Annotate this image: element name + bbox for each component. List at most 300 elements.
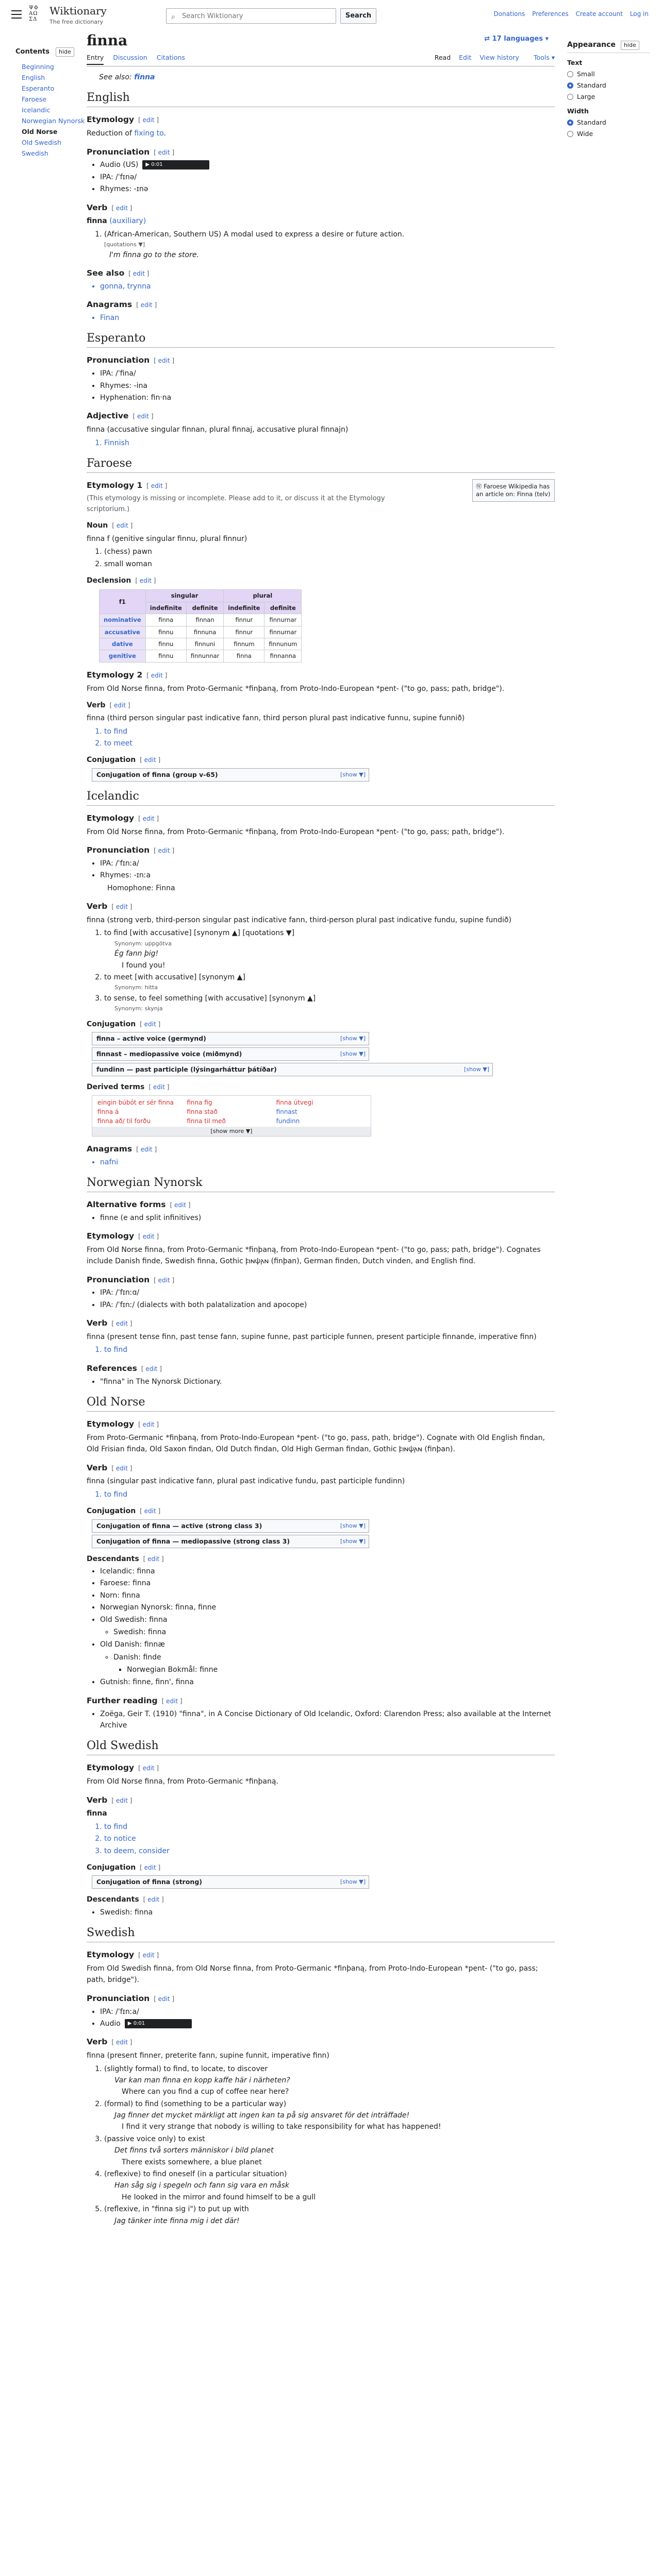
tools-label: Tools — [533, 54, 550, 61]
nynorsk-alt-forms-heading — [87, 1198, 555, 1211]
edit-text: edit — [158, 357, 170, 365]
nynorsk-etymology-heading — [87, 1230, 555, 1243]
definition[interactable]: 1. Finnish — [104, 437, 555, 449]
edit-link[interactable]: [ edit ] — [154, 1276, 175, 1284]
box-title: fundinn — past participle (lýsingarháttur þátíðar) — [96, 1065, 277, 1074]
table-cell: finnurnar — [264, 626, 302, 638]
definition[interactable]: 2. to notice — [104, 1833, 555, 1844]
edit-link[interactable]: [ edit ] — [146, 482, 168, 490]
edit-text: edit — [147, 1896, 160, 1904]
icelandic-conjugation-heading — [87, 1019, 555, 1030]
edit-text: edit — [115, 204, 128, 212]
case-label[interactable]: genitive — [100, 650, 146, 662]
edit-text: edit — [115, 1797, 128, 1804]
section-old-norse: Old Norse — [87, 1395, 555, 1412]
english-verb-heading — [87, 201, 555, 214]
edit-link[interactable]: [ edit ] — [138, 815, 159, 822]
heading-text: Conjugation — [87, 1863, 136, 1872]
edit-link[interactable]: [ edit ] — [138, 116, 159, 124]
table-row — [100, 614, 302, 626]
table-cell: finnan — [186, 614, 223, 626]
edit-text: edit — [147, 1555, 160, 1563]
edit-text: edit — [151, 482, 163, 490]
user-links — [488, 9, 649, 19]
nynorsk-references-list — [87, 1376, 555, 1387]
list-item: • Norn: finna — [100, 1590, 555, 1601]
edit-text: edit — [158, 847, 170, 855]
english-see-also-heading — [87, 267, 555, 280]
toc-item-old-norse[interactable]: Old Norse — [22, 128, 58, 135]
heading-text: Verb — [87, 2037, 108, 2047]
heading-text: Pronunciation — [87, 147, 150, 157]
oldswedish-verb-definitions — [87, 1821, 555, 1857]
case-label[interactable]: dative — [100, 638, 146, 650]
radio-selected-icon — [567, 82, 573, 89]
language-count: 17 languages — [492, 35, 543, 43]
edit-text: edit — [139, 577, 152, 584]
usage-example: Jag tänker inte finna mig i det där! — [114, 2216, 240, 2225]
toc-item-swedish[interactable]: Swedish — [22, 149, 48, 157]
table-cell: finnu — [145, 626, 186, 638]
show-toggle[interactable]: [show ▼] — [340, 1878, 366, 1886]
edit-text: edit — [174, 1201, 187, 1209]
edit-text: edit — [158, 1995, 170, 2003]
edit-link[interactable]: [ edit ] — [111, 2039, 133, 2046]
toc-heading — [15, 46, 93, 57]
toc-item-norwegian-nynorsk[interactable]: Norwegian Nynorsk — [22, 117, 85, 125]
edit-link[interactable]: [ edit ] — [111, 1464, 133, 1472]
toc-item-esperanto[interactable]: Esperanto — [22, 84, 55, 92]
text-size-standard-radio[interactable] — [567, 80, 650, 91]
edit-link[interactable]: [ edit ] — [140, 1020, 161, 1028]
radio-label: Wide — [577, 130, 593, 138]
box-title: Conjugation of finna — active (strong class 3) — [96, 1521, 262, 1530]
nynorsk-references-heading — [87, 1362, 555, 1375]
edit-text: edit — [115, 903, 128, 911]
heading-text: Pronunciation — [87, 1993, 150, 2003]
show-toggle[interactable]: [show ▼] — [464, 1066, 489, 1073]
derived-term[interactable]: finna til með — [187, 1117, 226, 1125]
oldnorse-further-reading-heading — [87, 1694, 555, 1707]
esperanto-pronunciation-heading — [87, 354, 555, 367]
definition[interactable]: 1. to find — [104, 1344, 555, 1355]
oldnorse-further-reading-list — [87, 1708, 555, 1732]
usage-translation: Where can you find a cup of coffee near here? — [122, 2088, 289, 2096]
show-more-toggle[interactable]: [show more ▼] — [92, 1127, 371, 1136]
usage-example: I'm finna go to the store. — [109, 250, 199, 259]
log-in-link[interactable]: Log in — [630, 10, 649, 18]
nynorsk-pronunciation-list — [87, 1287, 555, 1311]
toc-title: Contents — [15, 48, 49, 56]
toc-item-english[interactable]: English — [22, 74, 45, 81]
oldnorse-descendants-list — [87, 1566, 555, 1688]
faroese-verb-heading — [87, 700, 555, 711]
definition[interactable]: 1. to find — [104, 726, 555, 737]
section-old-swedish: Old Swedish — [87, 1738, 555, 1755]
edit-link[interactable]: [ edit ] — [154, 148, 175, 156]
list-item: • IPA: /ˈfɪnːa/ — [100, 2006, 555, 2018]
list-item: • Norwegian Nynorsk: finna, finne — [100, 1602, 555, 1613]
tab-discussion[interactable]: Discussion — [113, 54, 147, 61]
declension-table — [99, 589, 302, 662]
edit-link[interactable]: [ edit ] — [135, 577, 156, 584]
conjugation-box[interactable] — [92, 1535, 369, 1548]
list-item[interactable]: • Finan — [100, 312, 555, 324]
icelandic-verb-definitions — [87, 927, 555, 1013]
edit-text: edit — [142, 116, 155, 124]
tab-view-history[interactable]: View history — [479, 54, 519, 61]
list-item: • Hyphenation: fin‧na — [100, 392, 555, 403]
edit-link[interactable]: [ edit ] — [138, 1765, 159, 1772]
play-icon: ▶ — [145, 162, 150, 168]
faroese-noun-definitions — [87, 546, 555, 570]
audio-player[interactable] — [125, 2019, 192, 2028]
heading-text: Descendants — [87, 1895, 139, 1904]
site-tagline: The free dictionary — [49, 19, 104, 25]
table-cell: finnum — [224, 638, 264, 650]
section-swedish: Swedish — [87, 1925, 555, 1942]
conjugation-box[interactable] — [92, 1875, 369, 1889]
heading-text: Derived terms — [87, 1083, 145, 1092]
table-cell: finnur — [224, 614, 264, 626]
heading-text: Etymology 2 — [87, 670, 143, 680]
edit-link[interactable]: [ edit ] — [136, 1145, 157, 1153]
icelandic-anagrams-heading — [87, 1143, 555, 1156]
wiktionary-logo[interactable]: ΨΦ ΑΩ ΣΔ — [29, 5, 39, 22]
faroese-noun-headword: finna f (genitive singular finnu, plural finnur) — [87, 534, 247, 543]
derived-term[interactable]: finnast — [276, 1108, 297, 1115]
list-item: • Rhymes: -ɪnə — [100, 183, 555, 195]
toc-item-icelandic[interactable]: Icelandic — [22, 106, 51, 114]
english-etymology-text — [87, 128, 555, 139]
donations-link[interactable]: Donations — [493, 10, 525, 18]
edit-link[interactable]: [ edit ] — [154, 1995, 175, 2003]
icelandic-derived-heading — [87, 1081, 555, 1093]
width-wide-radio[interactable] — [567, 128, 650, 140]
icelandic-etymology-heading — [87, 812, 555, 825]
heading-text: Verb — [87, 701, 106, 709]
faroese-conjugation-heading — [87, 754, 555, 766]
derived-term[interactable]: finna að/ til forðu — [97, 1117, 151, 1125]
list-item — [100, 870, 555, 894]
toc-item-faroese[interactable]: Faroese — [22, 95, 47, 103]
nynorsk-verb-definitions — [87, 1344, 555, 1355]
audio-label: Audio — [100, 2019, 121, 2028]
edit-link[interactable]: [ edit ] — [140, 1507, 161, 1515]
icelandic-verb-headword: finna (strong verb, third-person singular past indicative fann, third-person plural past indicative fundu, supine fundið) — [87, 916, 511, 924]
edit-link[interactable]: [ edit ] — [146, 671, 168, 679]
definition-text: (slightly formal) to find, to locate, to discover — [104, 2064, 268, 2073]
faroese-noun-heading — [87, 520, 555, 531]
edit-link[interactable]: [ edit ] — [111, 903, 133, 911]
conjugation-box[interactable] — [92, 1032, 369, 1045]
tab-read[interactable]: Read — [434, 54, 451, 61]
edit-text: edit — [142, 1421, 155, 1429]
derived-term[interactable]: finna fig — [187, 1098, 212, 1106]
conjugation-box[interactable] — [92, 1047, 369, 1061]
synonym-line: Synonym: skynja — [114, 1005, 163, 1012]
table-cell: finnurnar — [264, 614, 302, 626]
faroese-etymology2-heading — [87, 669, 555, 682]
list-item: • IPA: /ˈfɪnə/ — [100, 172, 555, 183]
heading-text: Pronunciation — [87, 845, 150, 855]
site-wordmark[interactable]: Wiktionary — [49, 5, 107, 17]
edit-link[interactable]: [ edit ] — [138, 1952, 159, 1959]
definition-text: to sense, to feel something [with accusative] [synonym ▲] — [104, 994, 316, 1003]
nynorsk-pronunciation-heading — [87, 1274, 555, 1286]
definition: 1. (chess) pawn — [104, 546, 555, 557]
table-cell: finnunnar — [186, 650, 223, 662]
toc-item-beginning[interactable]: Beginning — [22, 63, 54, 71]
preferences-link[interactable]: Preferences — [532, 10, 569, 18]
usage-example: Jag finner det mycket märkligt att ingen kan ta på sig ansvaret för det inträffade! — [114, 2111, 410, 2120]
text: . — [163, 129, 166, 138]
derived-term[interactable]: finna stað — [187, 1108, 218, 1115]
derived-term[interactable]: eingin búbót er sér finna — [97, 1098, 174, 1106]
edit-link[interactable]: [ edit ] — [136, 301, 157, 309]
sub-list — [100, 1652, 555, 1676]
see-also-link[interactable]: finna — [134, 73, 155, 81]
heading-text: Pronunciation — [87, 355, 150, 365]
tab-edit[interactable]: Edit — [459, 54, 472, 61]
definition — [104, 229, 555, 261]
heading-text: Verb — [87, 1318, 108, 1328]
text-size-label: Text — [567, 59, 583, 66]
edit-link[interactable]: [ edit ] — [154, 847, 175, 855]
table-row — [100, 650, 302, 662]
esperanto-pronunciation-list — [87, 368, 555, 403]
main-menu-icon[interactable] — [11, 10, 22, 19]
heading-text: Etymology — [87, 1950, 135, 1960]
sub-header: indefinite — [145, 602, 186, 614]
derived-term[interactable]: fundinn — [276, 1117, 300, 1125]
text-size-large-radio[interactable] — [567, 91, 650, 103]
definition — [104, 972, 555, 992]
usage-translation: I find it very strange that nobody is willing to take responsibility for what has happened! — [122, 2123, 441, 2131]
swedish-verb-headword: finna (present finner, preterite fann, supine funnit, imperative finn) — [87, 2052, 329, 2060]
edit-link[interactable]: [ edit ] — [111, 1797, 133, 1804]
definition-text: (reflexive) to find oneself (in a particular situation) — [104, 2170, 287, 2179]
decl-class: f1 — [100, 590, 146, 614]
definition[interactable]: 2. to meet — [104, 738, 555, 749]
swedish-verb-definitions — [87, 2063, 555, 2227]
edit-text: edit — [115, 1464, 128, 1472]
sub-header: definite — [264, 602, 302, 614]
heading-text: References — [87, 1363, 137, 1373]
definition-text: (reflexive, in "finna sig i") to put up with — [104, 2205, 249, 2214]
quotations-toggle[interactable]: [quotations ▼] — [104, 241, 145, 248]
descendant: Old Danish: finnæ — [100, 1640, 166, 1649]
edit-link[interactable]: [ edit ] — [141, 1365, 162, 1372]
english-etymology-heading — [87, 113, 555, 126]
swedish-pronunciation-heading — [87, 1992, 555, 2005]
heading-text: Declension — [87, 576, 131, 585]
sub-header: indefinite — [224, 602, 264, 614]
etymology-link[interactable]: fixing to — [134, 129, 164, 138]
radio-label: Small — [577, 70, 595, 78]
edit-link[interactable]: [ edit ] — [143, 1555, 164, 1563]
list-item — [100, 159, 555, 171]
create-account-link[interactable]: Create account — [575, 10, 623, 18]
toc-item-old-swedish[interactable]: Old Swedish — [22, 139, 61, 146]
icelandic-anagrams-list — [87, 1157, 555, 1168]
tab-citations[interactable]: Citations — [156, 54, 185, 61]
usage-translation: He looked in the mirror and found himself to be a gull — [122, 2193, 316, 2201]
english-headword-line — [87, 215, 555, 227]
edit-link[interactable]: [ edit ] — [154, 357, 175, 365]
conjugation-box[interactable] — [92, 1519, 369, 1533]
faroese-etymology-block — [87, 479, 555, 515]
edit-link[interactable]: [ edit ] — [112, 522, 133, 530]
edit-text: edit — [116, 522, 128, 530]
oldnorse-etymology-text: From Proto-Germanic *finþaną, from Proto-Indo-European *pent- ("to go, pass, path, bridge"). Cognate with Old English findan, Old Frisian finda, Old Saxon findan, Old Dutch findan, Old High German findan, Gothic 𐍆𐌹𐌽𐌸𐌰𐌽 (finþan). — [87, 1433, 545, 1454]
definition[interactable]: 3. to deem, consider — [104, 1845, 555, 1857]
definition — [104, 2168, 555, 2203]
definition — [104, 2098, 555, 2133]
oldswedish-descendants-list — [87, 1907, 555, 1918]
english-anagrams-list — [87, 312, 555, 324]
heading-text: Noun — [87, 521, 108, 530]
edit-link[interactable]: [ edit ] — [148, 1083, 170, 1091]
descendant: Old Swedish: finna — [100, 1615, 168, 1624]
definition-text: (passive voice only) to exist — [104, 2134, 205, 2143]
definition[interactable]: 1. to find — [104, 1821, 555, 1833]
edit-link[interactable]: [ edit ] — [109, 701, 130, 709]
search-input[interactable] — [166, 8, 336, 24]
edit-link[interactable]: [ edit ] — [111, 1320, 133, 1328]
faroese-verb-definitions — [87, 726, 555, 750]
list-item: • Zoëga, Geir T. (1910) "finna", in A Concise Dictionary of Old Icelandic, Oxford: Clarendon Press; also available at the Internet Archive — [100, 1708, 555, 1732]
table-row — [100, 626, 302, 638]
appearance-hide-button[interactable]: hide — [621, 41, 639, 50]
edit-text: edit — [115, 2039, 128, 2046]
derived-term[interactable]: finna útvegi — [276, 1098, 313, 1106]
usage-translation: I found you! — [122, 961, 166, 970]
list-item[interactable]: • nafni — [100, 1157, 555, 1168]
text-size-small-radio[interactable] — [567, 69, 650, 80]
show-toggle[interactable]: [show ▼] — [340, 1537, 366, 1545]
heading-text: Alternative forms — [87, 1199, 166, 1209]
conjugation-box[interactable] — [92, 768, 369, 782]
table-cell: finna — [145, 614, 186, 626]
list-item: Homophone: Finna — [107, 884, 175, 892]
definition[interactable]: 1. to find — [104, 1489, 555, 1500]
definition — [104, 2063, 555, 2098]
list-item: • "finna" in The Nynorsk Dictionary. — [100, 1376, 555, 1387]
oldswedish-conjugation-heading — [87, 1862, 555, 1873]
table-of-contents — [15, 46, 93, 159]
heading-text: See also — [87, 268, 125, 278]
list-item: • IPA: /ˈfɪnː/ (dialects with both palatalization and apocope) — [100, 1299, 555, 1311]
search-icon: ⌕ — [171, 13, 175, 21]
edit-link[interactable]: [ edit ] — [140, 756, 161, 764]
box-title: Conjugation of finna — mediopassive (strong class 3) — [96, 1537, 290, 1545]
show-toggle[interactable]: [show ▼] — [340, 1035, 366, 1042]
box-title: Conjugation of finna (strong) — [96, 1878, 202, 1886]
definition — [104, 993, 555, 1013]
descendant: Danish: finde — [113, 1653, 161, 1662]
table-cell: finnuni — [186, 638, 223, 650]
definition — [104, 927, 555, 971]
list-item: • Swedish: finna — [100, 1907, 555, 1918]
show-toggle[interactable]: [show ▼] — [340, 1522, 366, 1529]
show-toggle[interactable]: [show ▼] — [340, 1050, 366, 1058]
tab-tools[interactable]: Tools ▾ — [533, 54, 555, 61]
swedish-pronunciation-list — [87, 2006, 555, 2030]
search-button[interactable]: Search — [340, 8, 376, 24]
appearance-title: Appearance — [567, 41, 616, 49]
appearance-panel — [567, 39, 650, 140]
usage-example: Han såg sig i spegeln och fann sig vara en måsk — [114, 2181, 290, 2190]
edit-link[interactable]: [ edit ] — [111, 204, 133, 212]
edit-link[interactable]: [ edit ] — [161, 1697, 183, 1705]
swedish-etymology-text: From Old Swedish finna, from Old Norse finna, from Proto-Germanic *finþaną, from Proto-Indo-European *pent- ("to go, pass; path, bridge"). — [87, 1964, 538, 1985]
section-esperanto: Esperanto — [87, 331, 555, 348]
list-item[interactable]: • gonna, trynna — [100, 281, 555, 292]
list-item: • Faroese: finna — [100, 1578, 555, 1589]
table-row — [100, 590, 302, 602]
edit-text: edit — [142, 815, 155, 822]
audio-player[interactable] — [142, 160, 209, 170]
english-definitions — [87, 229, 555, 261]
case-label[interactable]: accusative — [100, 626, 146, 638]
sub-list — [113, 1664, 555, 1675]
participle-box[interactable] — [92, 1063, 493, 1076]
heading-text: Verb — [87, 202, 108, 212]
heading-text: Verb — [87, 902, 108, 911]
edit-link[interactable]: [ edit ] — [170, 1201, 191, 1209]
edit-text: edit — [142, 1233, 155, 1241]
language-selector[interactable]: ⇄ 17 languages ▾ — [484, 35, 549, 43]
definition — [104, 2204, 555, 2227]
edit-link[interactable]: [ edit ] — [138, 1233, 159, 1241]
edit-text: edit — [144, 1020, 156, 1028]
audio-time: 0:01 — [151, 162, 163, 168]
case-label[interactable]: nominative — [100, 614, 146, 626]
icelandic-pronunciation-list — [87, 858, 555, 894]
derived-terms-box — [92, 1095, 371, 1137]
edit-link[interactable]: [ edit ] — [140, 1863, 161, 1871]
english-pronunciation-heading — [87, 146, 555, 159]
show-toggle[interactable]: [show ▼] — [340, 771, 366, 778]
oldnorse-descendants-heading — [87, 1553, 555, 1565]
radio-label: Standard — [577, 81, 606, 89]
width-standard-radio[interactable] — [567, 117, 650, 128]
headword-note[interactable]: (auxiliary) — [109, 217, 146, 226]
edit-link[interactable]: [ edit ] — [138, 1421, 159, 1429]
oldnorse-etymology-heading — [87, 1418, 555, 1431]
edit-text: edit — [140, 1145, 153, 1153]
wikipedia-icon: Ⓦ — [476, 483, 482, 490]
edit-text: edit — [144, 1507, 156, 1515]
heading-text: Further reading — [87, 1696, 158, 1705]
tab-entry[interactable]: Entry — [87, 54, 104, 65]
sub-list — [100, 883, 555, 894]
page-title: finna — [87, 32, 128, 49]
edit-link[interactable]: [ edit ] — [133, 413, 154, 420]
radio-icon — [567, 94, 573, 100]
toc-hide-button[interactable]: hide — [56, 47, 74, 57]
wikipedia-box[interactable] — [472, 479, 555, 502]
section-icelandic: Icelandic — [87, 789, 555, 806]
edit-link[interactable]: [ edit ] — [128, 270, 150, 278]
usage-example: Det finns två sorters människor i bild planet — [114, 2146, 274, 2155]
derived-term[interactable]: finna á — [97, 1108, 119, 1115]
radio-label: Standard — [577, 118, 606, 126]
edit-link[interactable]: [ edit ] — [143, 1896, 164, 1904]
edit-text: edit — [151, 671, 163, 679]
list-item: • IPA: /ˈfina/ — [100, 368, 555, 379]
